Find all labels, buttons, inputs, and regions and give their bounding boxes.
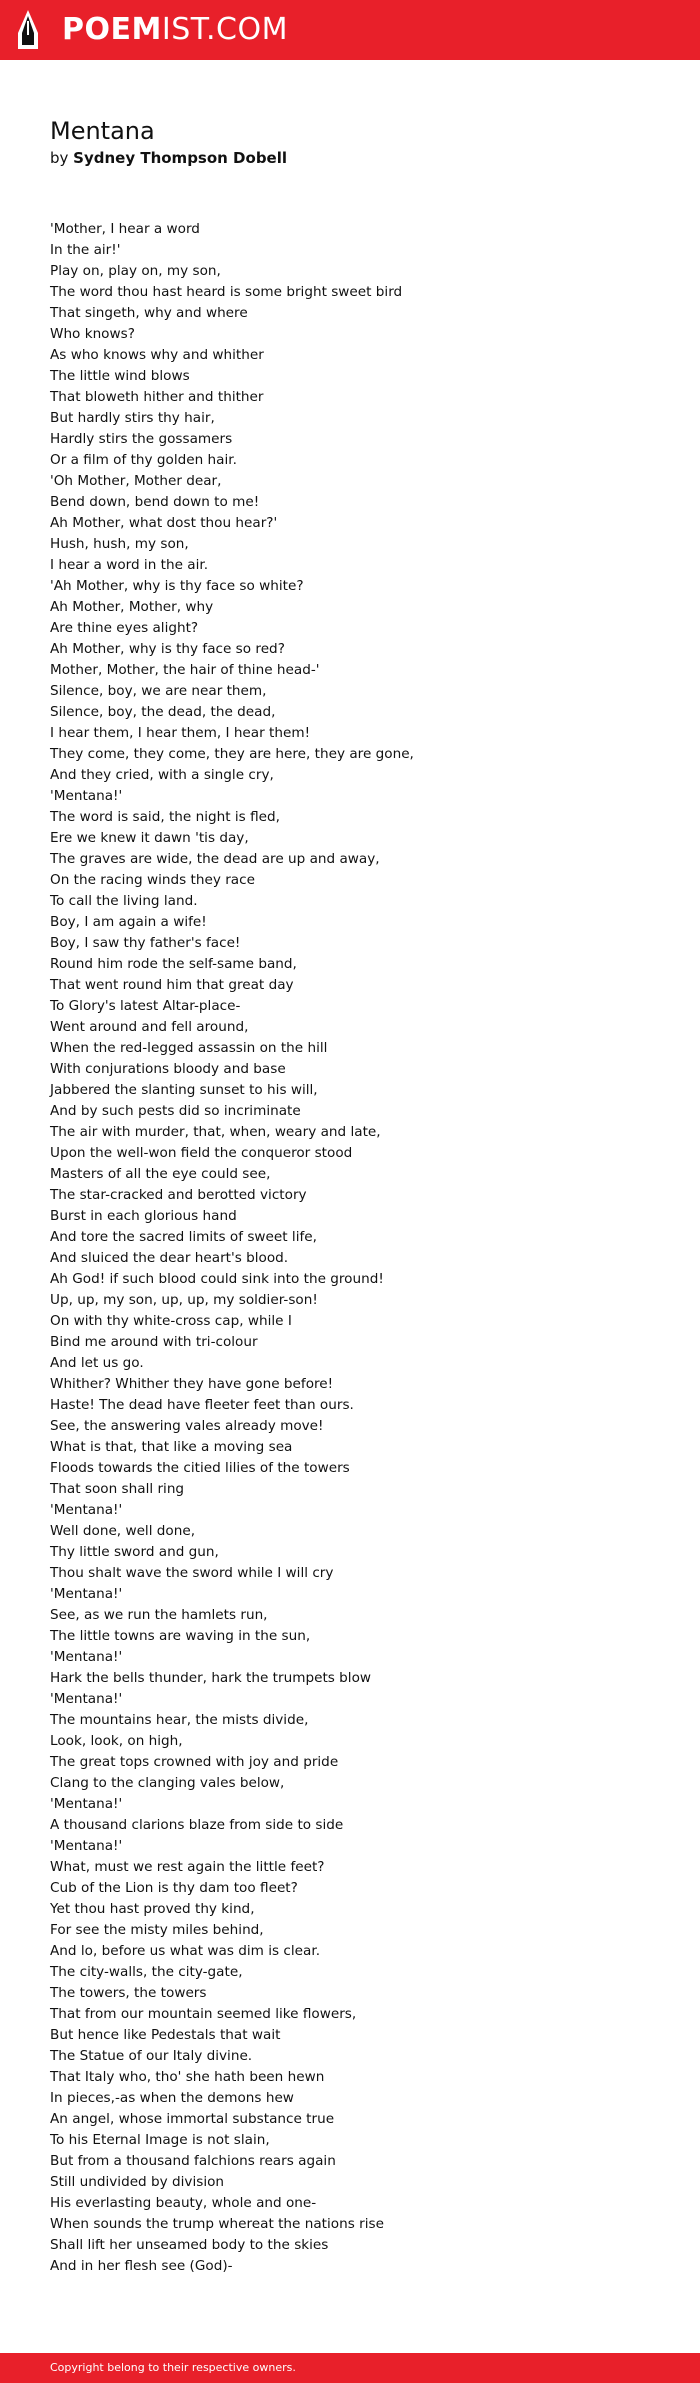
poem-line: Up, up, my son, up, up, my soldier-son! [50,1292,318,1308]
poem-line: Play on, play on, my son, [50,263,221,279]
poem-line: Thou shalt wave the sword while I will cry [50,1565,334,1581]
poem-line: A thousand clarions blaze from side to side [50,1817,344,1833]
poem-line: But hardly stirs thy hair, [50,410,215,426]
poem-line: The little wind blows [50,368,190,384]
site-footer [0,2353,700,2383]
poem-line: Hark the bells thunder, hark the trumpets blow [50,1670,372,1686]
poem-line: Or a film of thy golden hair. [50,452,237,468]
poem-line: The word thou hast heard is some bright sweet bird [50,284,403,300]
poem-line: Bind me around with tri-colour [50,1334,258,1350]
poem-line: See, the answering vales already move! [50,1418,324,1434]
poem-line: On with thy white-cross cap, while I [50,1313,292,1329]
poem-line: To call the living land. [50,893,198,909]
poem-line: Clang to the clanging vales below, [50,1775,285,1791]
copyright-text: Copyright belong to their respective owners. [50,2361,296,2374]
poem-line: The city-walls, the city-gate, [50,1964,243,1980]
poem-line: To his Eternal Image is not slain, [50,2132,270,2148]
poem-line: The little towns are waving in the sun, [50,1628,311,1644]
poem-line: And they cried, with a single cry, [50,767,274,783]
poem-line: Masters of all the eye could see, [50,1166,271,1182]
by-label: by [50,149,74,167]
poem-line: The Statue of our Italy divine. [50,2048,253,2064]
poem-line: Hardly stirs the gossamers [50,431,233,447]
poem-line: The air with murder, that, when, weary and late, [50,1124,381,1140]
poem-line: That went round him that great day [50,977,294,993]
poem-line: Ere we knew it dawn 'tis day, [50,830,249,846]
poem-line: Cub of the Lion is thy dam too fleet? [50,1880,298,1896]
poem-line: 'Mentana!' [50,1691,123,1707]
poem-line: Went around and fell around, [50,1019,249,1035]
poem-line: To Glory's latest Altar-place- [50,998,241,1014]
poem-line: But hence like Pedestals that wait [50,2027,281,2043]
poem-line: Whither? Whither they have gone before! [50,1376,334,1392]
poem-line: I hear a word in the air. [50,557,209,573]
poem-line: 'Mentana!' [50,1502,123,1518]
byline [50,148,287,168]
poem-line: Ah Mother, what dost thou hear?' [50,515,278,531]
poem-line: What, must we rest again the little feet? [50,1859,325,1875]
poem-line: They come, they come, they are here, they are gone, [50,746,414,762]
poem-line: 'Mentana!' [50,1838,123,1854]
poem-line: Burst in each glorious hand [50,1208,237,1224]
poem-line: And in her flesh see (God)- [50,2258,233,2274]
author-name[interactable]: Sydney Thompson Dobell [73,149,288,167]
poem-line: Hush, hush, my son, [50,536,189,552]
poem-line: The word is said, the night is fled, [50,809,280,825]
poem-line: Round him rode the self-same band, [50,956,297,972]
poem-line: The star-cracked and berotted victory [50,1187,307,1203]
poem-line: I hear them, I hear them, I hear them! [50,725,311,741]
poem-line: But from a thousand falchions rears again [50,2153,336,2169]
logo-text-bold: POEM [62,12,162,47]
pen-nib-icon[interactable] [16,9,40,51]
poem-title: Mentana [50,117,155,145]
poem-line: The graves are wide, the dead are up and away, [50,851,380,867]
poem-line: And lo, before us what was dim is clear. [50,1943,321,1959]
poem-line: And let us go. [50,1355,144,1371]
poem-body [50,219,670,2277]
logo-text-light: IST.COM [161,12,288,47]
poem-line: 'Mentana!' [50,1796,123,1812]
poem-line: 'Mentana!' [50,1649,123,1665]
poem-line: That bloweth hither and thither [50,389,264,405]
poem-line: Haste! The dead have fleeter feet than ours. [50,1397,354,1413]
poem-line: What is that, that like a moving sea [50,1439,293,1455]
poem-line: His everlasting beauty, whole and one- [50,2195,317,2211]
poem-line: When sounds the trump whereat the nations rise [50,2216,384,2232]
poem-line: Ah God! if such blood could sink into the ground! [50,1271,384,1287]
poem-line: Ah Mother, why is thy face so red? [50,641,285,657]
poem-line: Upon the well-won field the conqueror stood [50,1145,353,1161]
poem-line: And sluiced the dear heart's blood. [50,1250,289,1266]
poem-line: For see the misty miles behind, [50,1922,264,1938]
poem-line: Jabbered the slanting sunset to his will, [50,1082,318,1098]
poem-line: And by such pests did so incriminate [50,1103,301,1119]
poem-line: Shall lift her unseamed body to the skies [50,2237,329,2253]
poem-line: When the red-legged assassin on the hill [50,1040,328,1056]
poem-line: That Italy who, tho' she hath been hewn [50,2069,325,2085]
poem-line: Yet thou hast proved thy kind, [50,1901,255,1917]
poem-line: That from our mountain seemed like flowers, [50,2006,357,2022]
poem-line: Boy, I am again a wife! [50,914,207,930]
poem-line: As who knows why and whither [50,347,264,363]
poem-line: The mountains hear, the mists divide, [50,1712,309,1728]
poem-line: With conjurations bloody and base [50,1061,286,1077]
poem-line: The great tops crowned with joy and pride [50,1754,339,1770]
poem-line: Mother, Mother, the hair of thine head-' [50,662,320,678]
poem-line: Boy, I saw thy father's face! [50,935,241,951]
poem-line: Ah Mother, Mother, why [50,599,214,615]
poem-line: In pieces,-as when the demons hew [50,2090,294,2106]
poem-line: Floods towards the citied lilies of the towers [50,1460,350,1476]
poem-line: Silence, boy, the dead, the dead, [50,704,276,720]
poem-line: Who knows? [50,326,135,342]
poem-line: An angel, whose immortal substance true [50,2111,335,2127]
site-logo[interactable] [62,12,288,48]
poem-line: That singeth, why and where [50,305,248,321]
poem-line: That soon shall ring [50,1481,185,1497]
poem-line: 'Mother, I hear a word [50,221,200,237]
poem-line: Thy little sword and gun, [50,1544,219,1560]
poem-line: 'Mentana!' [50,1586,123,1602]
poem-line: Still undivided by division [50,2174,225,2190]
poem-line: Look, look, on high, [50,1733,183,1749]
poem-line: 'Mentana!' [50,788,123,804]
poem-line: On the racing winds they race [50,872,255,888]
site-header [0,0,700,60]
poem-line: And tore the sacred limits of sweet life, [50,1229,317,1245]
poem-line: Well done, well done, [50,1523,196,1539]
poem-line: The towers, the towers [50,1985,207,2001]
poem-line: 'Ah Mother, why is thy face so white? [50,578,304,594]
poem-line: Silence, boy, we are near them, [50,683,267,699]
poem-line: See, as we run the hamlets run, [50,1607,268,1623]
poem-line: Bend down, bend down to me! [50,494,260,510]
poem-line: Are thine eyes alight? [50,620,199,636]
poem-line: 'Oh Mother, Mother dear, [50,473,222,489]
poem-line: In the air!' [50,242,121,258]
